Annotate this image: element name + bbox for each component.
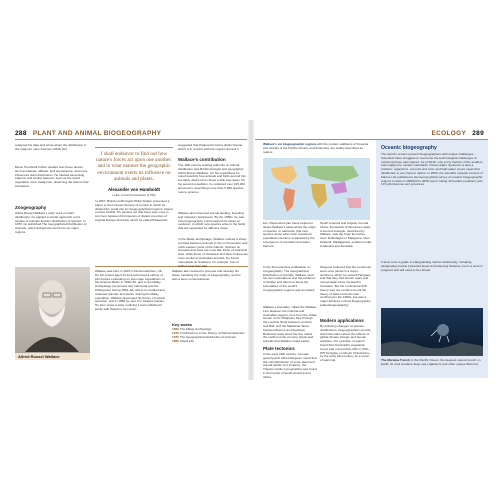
key-works-list [172, 327, 247, 343]
sidebar-image-caption-title: The Mariana Trench [381, 358, 411, 362]
col3-paragraph-2: The 19th-century leading authority on animal distribution was British biologist and geographer Alfred Russel Wallace. On his expeditions he noted carefully how animals and birds around him are likely distinct from those a little way away. On his second expedition, he collected over 125,000 specimens, describing more than 5,000 species new to science. [178, 163, 247, 194]
pull-quote-text: I shall endeavor to find out how nature's forces act upon one another, and in what manner the geographic environment exerts its influence on animals and plants. [96, 151, 172, 182]
biography-continued: Wallace later worked to promote and develop his ideas, including the study of biogeography, and he was a keen conservationist. [172, 269, 241, 281]
col5-paragraph-3: By following changes of species distributions, biogeographers provide vital information about the effects of global climate change and human activities. For example, research found that Humboldt's vegetation zones had moved 210–250 m (700–875 ft) higher on Mount Chimborazo by the early 21st century as a result of warming. [320, 324, 371, 363]
sidebar-body: The world's oceans present biogeographers with unique challenges. Scientists have struggled to overcome the technological challenges of exploring these vast spaces. As of 2018, only a tiny fraction of the seafloor was mapped to modern standards. Ocean water dynamics is also a problem: organisms, currents and cold- and high-water zones mean that distribution is very hard to define. In 2009, the scientific network Census of Marine Life published a pioneering global survey of oceanic biogeographic regions to date in UNESCO's 2009 report, listing 30 benthic (seafloor) and 10 hydrothermal vent provinces. [381, 152, 483, 187]
map-caption-text: with the modern additions of Oceania (the islands of the Pacific Ocean) and Antarctica, are widely described as realms. [263, 142, 369, 154]
col1-paragraph-1: analysed his data and wrote about the distribution in the magnum opus Kosmos (1845–62). [15, 143, 87, 151]
right-page-header [428, 130, 484, 137]
right-page-title: ECOLOGY [431, 130, 467, 137]
book-gutter [248, 120, 254, 380]
world-map-graphic [263, 158, 370, 220]
left-page-number: 288 [15, 130, 27, 137]
modern-applications-subhead: Modern applications [320, 318, 364, 323]
map-caption-title: Wallace's six biogeographic regions [263, 142, 317, 146]
sidebar-body-2: It aims to be a guide to safeguarding marine biodiversity, including designating marine protected areas and planning fisheries, but is a work in progress and will need to be refined. [381, 260, 483, 272]
key-work-item: 1876 The Geographical Distribution of Animals [172, 335, 236, 339]
col4-paragraph-2: In the first extensive publication on zoogeography, The Geographical Distribution of Animals, Wallace used his own explorations and the evidence of Sclater and others to show the boundaries of the world's zoogeographic regions was as stated. [263, 265, 316, 292]
wallace-contribution-subhead: Wallace's contribution [178, 157, 226, 162]
sidebar-image-caption [381, 359, 483, 375]
oceanic-biogeography-sidebar [376, 140, 488, 378]
key-work-item: 1870 Contributions to the Theory of Natural Selection [172, 331, 245, 335]
zoogeography-subhead: Zoogeography [15, 205, 47, 210]
col3-paragraph-4: In the Malay archipelago, Wallace noticed a sharp contrast between animals in the north-western and north-eastern parts of the islands. Species on Sumatra and Java are more like those of mainland Asia, while those on Sulawesi and New Guinea are more similar to Australian animals. He found marsupials on Sulawesi, for example, but no further west than that. [178, 237, 248, 268]
col3-paragraph-1: suggested that Palaearctic had a distinct fauna, which is in tension with the regions around it. [178, 143, 244, 151]
col5-paragraph-2: Wegener believed that the continents were once joined in a super-continent, which he named Pangaea, and that they had broken apart and moved apart since the Earth's formation. But his 'continental drift' theory was not confirmed until the theory of plate tectonics was confirmed in the 1960s, but was a major advance in fixed biogeography (paleobiogeography). [320, 265, 372, 307]
deep-sea-illustration [381, 308, 483, 356]
col4-paragraph-4: In the early 20th century, German geophysicist Alfred Wegener noted that the odd distribution of some plant and animal fossils. For instance, the Triassic reptile Cynognathus was found in the fossils of South America and Africa. [263, 352, 317, 379]
quote-role: Letter to Karl Freiesleben (1799) [112, 193, 156, 197]
pull-quote-block [95, 147, 173, 197]
quote-rule-top [95, 147, 173, 148]
wallace-portrait [15, 267, 90, 360]
col1-paragraph-3: Alfred Russel Wallace's early work on plant distribution, he applied a similar approach to his studies of animals and the distribution of species. In 1876, he published The Geographical Distribution of Animals, which divided the world into six major regions. [15, 211, 87, 234]
right-page-number: 289 [472, 130, 484, 137]
portrait-caption: Alfred Russel Wallace [15, 353, 90, 360]
key-works-title: Key works [172, 322, 193, 327]
key-work-item: 1869 The Malay Archipelago [172, 327, 212, 331]
col4-paragraph-3: Wallace's boundary, called the Wallace Line between the Oriental and Australian regions, runs from the Indian Ocean to the Philippine Sea through the Lombok Strait between Lombok and Bali, and the Makassar Strait between Borneo and Sulawesi. Botanical maps show the line marks the northern limit of many plants and animals that Wallace noted earlier. [263, 305, 317, 344]
left-page-title: PLANT AND ANIMAL BIOGEOGRAPHY [32, 130, 162, 137]
map-caption [263, 143, 373, 157]
plate-tectonics-subhead: Plate tectonics [263, 346, 295, 351]
sidebar-title: Oceanic biogeography [381, 145, 437, 151]
key-work-item: 1880 Island Life [172, 339, 194, 343]
sidebar-image-caption-text: in the Pacific Ocean, the deepest natural trench on Earth; its mud contains deep-sea organisms and other unique lifeforms. [381, 358, 481, 366]
biography-rule [95, 266, 248, 267]
left-page-header [15, 130, 165, 137]
quote-author: Alexander von Humboldt [108, 187, 160, 192]
col3-paragraph-3: Wallace also observed animal feeding, breeding and migratory behaviours. By the 1850s, he saw how biogeography could support his ideas on evolution, in which new species arise in the fields that are separated by different areas. [178, 211, 246, 231]
col4-paragraph-1: line. Discoveries like these helped to shape Wallace's ideas about the origin of species, in particular, that new species arose when their ancestors' populations became separated by the emergence of mountain and water barriers. [263, 221, 316, 248]
biography-text: Wallace was born in 1823 in Monmouthshire, UK. He left school aged 14 and performed a variety of jobs before embarking on two major expeditions: to the Amazon Basin in 1848–52, and to the Malay Archipelago (at present-day Indonesia and the Philippines) during 1854–62, where he studied and collected animals and plants. During his Malay expedition, Wallace developed his theory of natural selection, and in 1858 he sent it to Charles Darwin. He then wrote a letter outlining it and published it jointly with Darwin's own work. [95, 269, 165, 311]
key-works-block [172, 270, 247, 370]
col5-paragraph-1: South America and Angola, Central Africa, thousands of kilometres apart. A second example, described by Wallace, was the body fermenter trees Nothofagus in Patagonia, New Zealand, Madagascar, southern India, Antarctica and Australia. [320, 221, 372, 248]
world-regions-map [263, 158, 370, 220]
portrait-illustration [15, 267, 90, 352]
left-header-rule [15, 139, 247, 140]
mariana-trench-image [381, 308, 483, 356]
col2-paragraph-1: In 1857, British ornithologist Philip Sclater presented a paper to the Linnean Society of London in which he divided the world into six biogeographical regions, based on their birdlife. He pointed out that there was more in common between bird species of distant countries of tropical Europe and Asia, which he called Palaearctic. [95, 199, 173, 222]
col1-paragraph-2: Baron Humboldt further studied how these factors such as latitude, altitude, and temperature, and more influenced plant distribution. He tracked ascending patterns and similar features, such as the world vegetation zone categories, observing the factors that interacted. [15, 165, 89, 188]
